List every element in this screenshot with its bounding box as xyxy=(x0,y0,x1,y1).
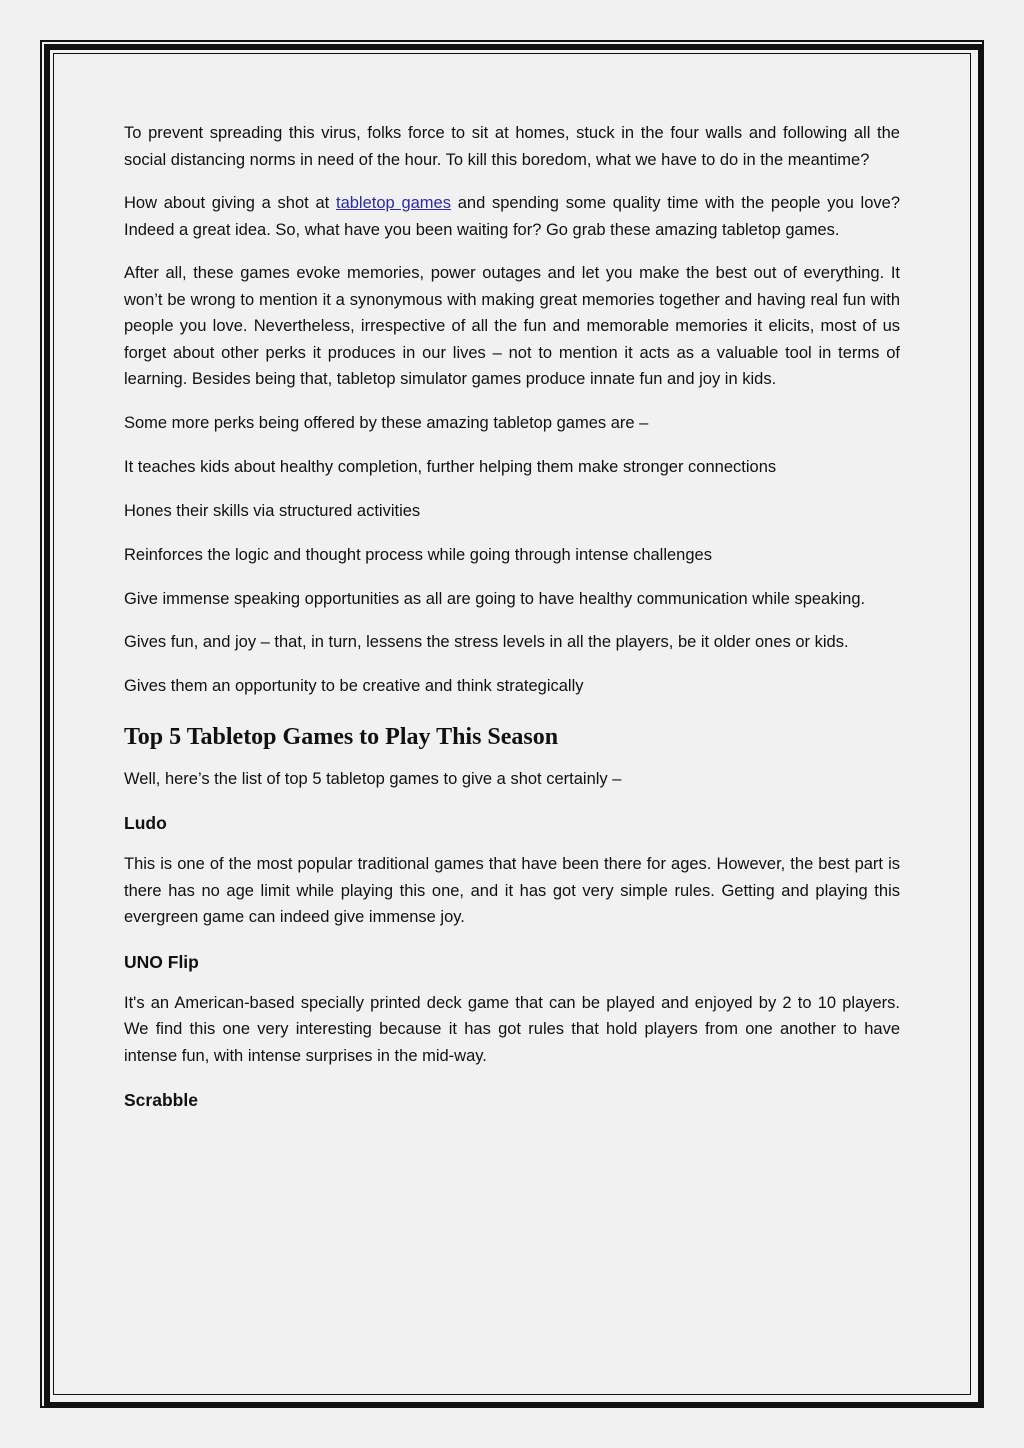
document-body xyxy=(124,120,900,1128)
perk-item: Give immense speaking opportunities as all are going to have healthy communication while speaking. xyxy=(124,589,866,608)
perks-intro: Some more perks being offered by these amazing tabletop games are – xyxy=(124,413,649,432)
perk-item: Hones their skills via structured activities xyxy=(124,501,421,520)
game-description-ludo: This is one of the most popular traditional games that have been there for ages. However, the best part is there has no age limit while playing this one, and it has got very simple rules. Getting and playing this evergreen game can indeed give immense joy. xyxy=(124,855,900,926)
intro-paragraph-1: To prevent spreading this virus, folks force to sit at homes, stuck in the four walls and following all the social distancing norms in need of the hour. To kill this boredom, what we have to do in the meantime? xyxy=(124,124,900,169)
game-title-uno-flip: UNO Flip xyxy=(124,951,199,972)
section-intro: Well, here’s the list of top 5 tabletop games to give a shot certainly – xyxy=(124,769,622,788)
perk-item: Gives them an opportunity to be creative and think strategically xyxy=(124,677,584,695)
tabletop-games-link[interactable]: tabletop games xyxy=(336,194,451,212)
perk-item: Gives fun, and joy – that, in turn, lessens the stress levels in all the players, be it older ones or kids. xyxy=(124,633,849,651)
intro-paragraph-2 xyxy=(124,190,900,243)
game-description-uno-flip: It's an American-based specially printed deck game that can be played and enjoyed by 2 to 10 players. We find this one very interesting because it has got rules that hold players from one another to have intense fun, with intense surprises in the mid-way. xyxy=(124,993,900,1065)
section-heading: Top 5 Tabletop Games to Play This Season xyxy=(124,723,559,750)
intro-paragraph-2-start: How about giving a shot at xyxy=(124,194,336,212)
intro-paragraph-2-end: and spending some quality time with the people you love? Indeed a great idea. So, what have you been waiting for? Go grab these amazing tabletop games. xyxy=(124,194,901,239)
game-title-scrabble: Scrabble xyxy=(124,1090,198,1110)
perk-item: It teaches kids about healthy completion, further helping them make stronger connections xyxy=(124,457,777,476)
perk-item: Reinforces the logic and thought process while going through intense challenges xyxy=(124,545,712,564)
game-title-ludo: Ludo xyxy=(124,813,167,833)
intro-paragraph-3: After all, these games evoke memories, power outages and let you make the best out of everything. It won’t be wrong to mention it a synonymous with making great memories together and having real fun with people you love. Nevertheless, irrespective of all the fun and memorable memories it elicits, most of us forget about other perks it produces in our lives – not to mention it acts as a valuable tool in terms of learning. Besides being that, tabletop simulator games produce innate fun and joy in kids. xyxy=(124,264,900,388)
